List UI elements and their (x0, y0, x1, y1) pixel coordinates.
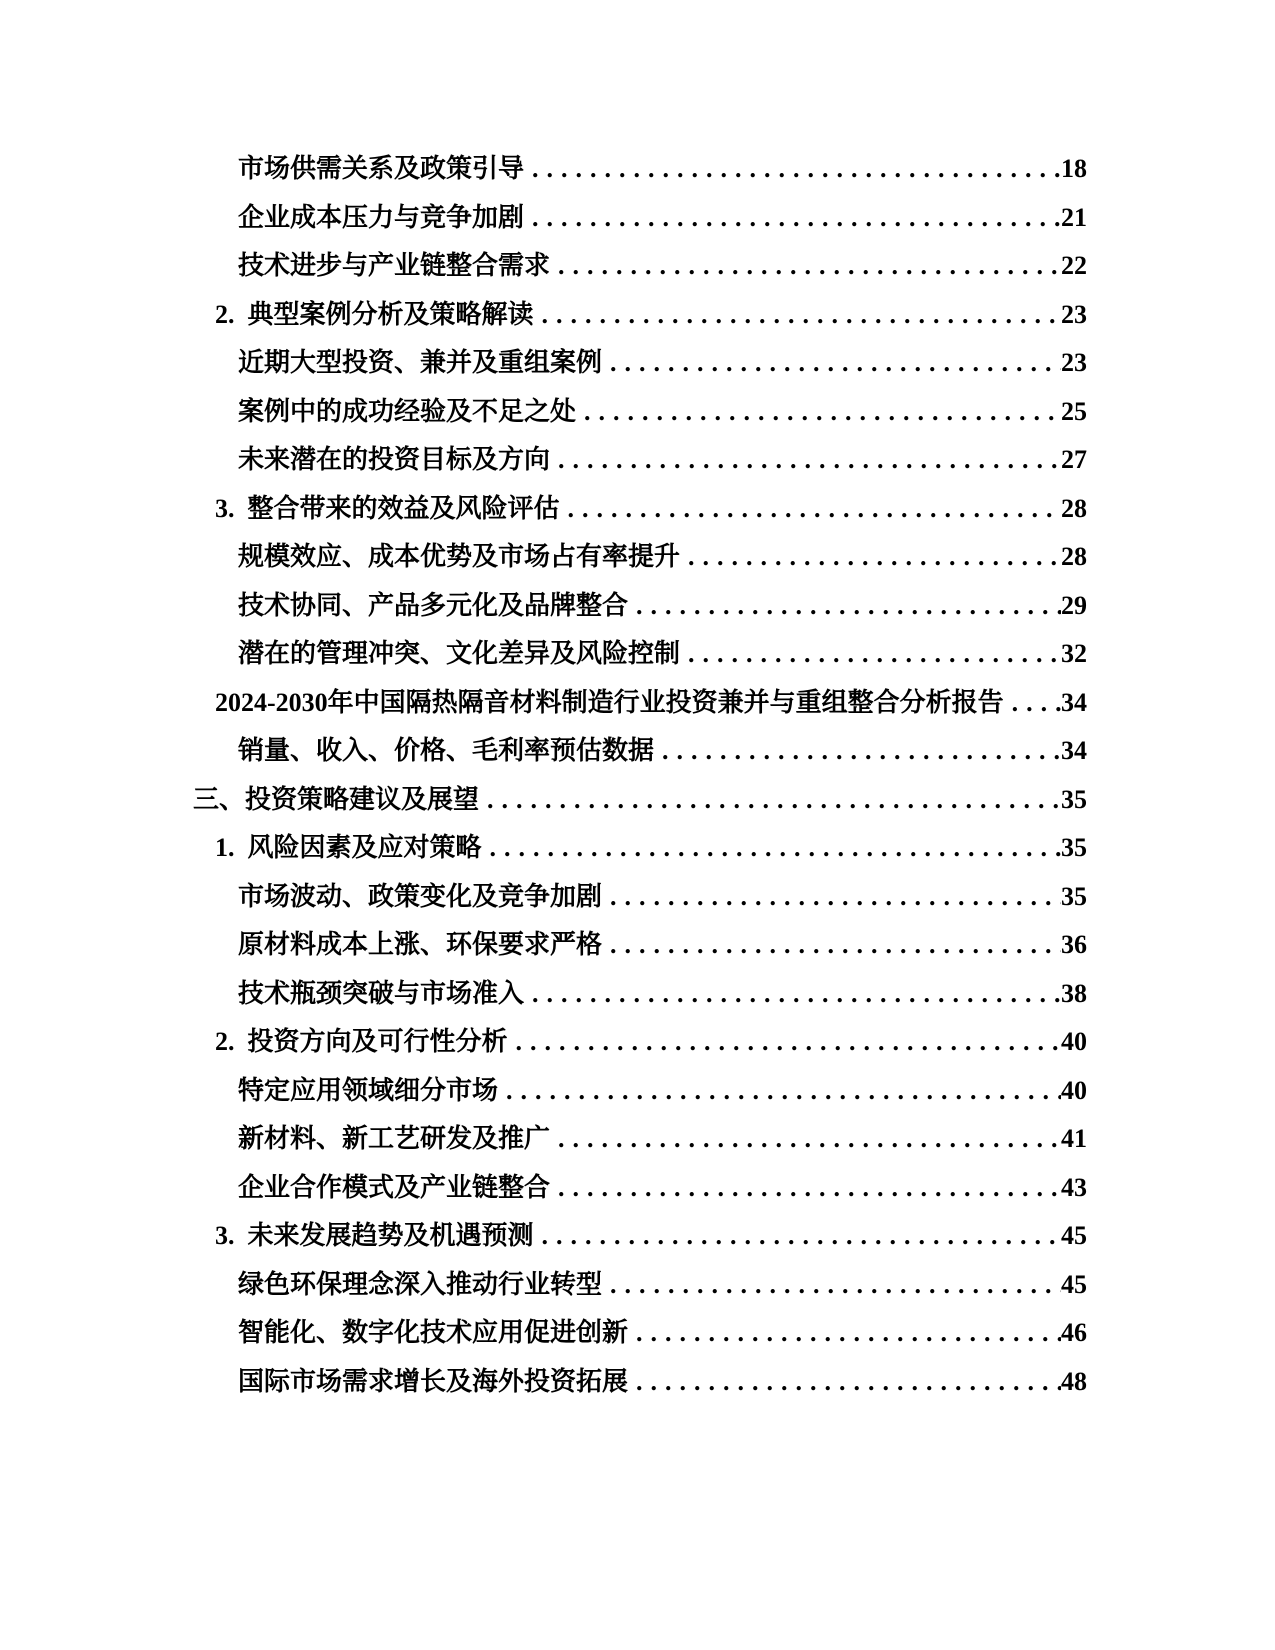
toc-entry[interactable] (193, 727, 1087, 776)
dot-leader (602, 1261, 1061, 1310)
toc-entry-title[interactable]: 案例中的成功经验及不足之处 (238, 396, 577, 426)
toc-entry-title[interactable]: 未来潜在的投资目标及方向 (238, 445, 551, 474)
toc-entry-title[interactable]: 3. 未来发展趋势及机遇预测 (215, 1221, 534, 1250)
toc-entry[interactable] (193, 1067, 1087, 1116)
dot-leader (602, 339, 1061, 388)
toc-entry[interactable] (193, 194, 1087, 243)
toc-entry-title[interactable]: 3. 整合带来的效益及风险评估 (215, 493, 560, 523)
dot-leader (479, 776, 1061, 825)
toc-entry[interactable] (193, 339, 1087, 388)
toc-entry-page: 38 (1061, 978, 1087, 1008)
toc-entry[interactable] (193, 921, 1087, 970)
dot-leader (498, 1067, 1061, 1116)
toc-entry-title[interactable]: 规模效应、成本优势及市场占有率提升 (238, 542, 681, 571)
dot-leader (534, 291, 1061, 340)
dot-leader (524, 194, 1061, 243)
dot-leader (1004, 679, 1061, 728)
toc-entry-title[interactable]: 市场供需关系及政策引导 (238, 154, 525, 183)
dot-leader (628, 1358, 1061, 1407)
toc-entry-page: 46 (1061, 1318, 1087, 1347)
toc-entry-title[interactable]: 企业成本压力与竞争加剧 (238, 202, 525, 232)
dot-leader (550, 1115, 1061, 1164)
dot-leader (524, 970, 1061, 1019)
toc-entry[interactable] (193, 242, 1087, 291)
toc-entry[interactable] (193, 145, 1087, 194)
dot-leader (602, 921, 1061, 970)
toc-entry-title[interactable]: 2. 典型案例分析及策略解读 (215, 299, 534, 329)
dot-leader (524, 145, 1061, 194)
toc-entry[interactable] (193, 1115, 1087, 1164)
toc-entry-page: 32 (1061, 639, 1087, 668)
toc-entry-page: 18 (1061, 154, 1087, 183)
toc-entry-page: 25 (1061, 396, 1087, 426)
toc-entry-title[interactable]: 智能化、数字化技术应用促进创新 (238, 1318, 629, 1347)
dot-leader (680, 533, 1061, 582)
toc-entry-page: 23 (1061, 299, 1087, 329)
toc-entry-page: 36 (1061, 930, 1087, 959)
toc-entry-title[interactable]: 潜在的管理冲突、文化差异及风险控制 (238, 639, 681, 668)
toc-entry-page: 41 (1061, 1124, 1087, 1153)
toc-entry-page: 35 (1061, 881, 1087, 911)
toc-entry[interactable] (193, 485, 1087, 534)
toc-entry[interactable] (193, 824, 1087, 873)
toc-entry[interactable] (193, 1309, 1087, 1358)
toc-entry-page: 45 (1061, 1269, 1087, 1299)
toc-entry-page: 23 (1061, 348, 1087, 377)
toc-entry-title[interactable]: 1. 风险因素及应对策略 (215, 833, 482, 862)
toc-entry-page: 35 (1061, 833, 1087, 862)
toc-entry-title[interactable]: 原材料成本上涨、环保要求严格 (238, 930, 603, 959)
toc-entry-title[interactable]: 销量、收入、价格、毛利率预估数据 (238, 736, 655, 765)
toc-entry-title[interactable]: 2024-2030年中国隔热隔音材料制造行业投资兼并与重组整合分析报告 (215, 687, 1004, 717)
toc-entry-page: 43 (1061, 1172, 1087, 1202)
toc-entry[interactable] (193, 970, 1087, 1019)
table-of-contents (193, 145, 1087, 1406)
toc-entry-title[interactable]: 三、投资策略建议及展望 (193, 784, 480, 814)
dot-leader (560, 485, 1061, 534)
toc-entry-page: 40 (1061, 1027, 1087, 1056)
toc-entry-page: 21 (1061, 202, 1087, 232)
toc-entry[interactable] (193, 533, 1087, 582)
dot-leader (508, 1018, 1061, 1067)
toc-entry-page: 35 (1061, 784, 1087, 814)
toc-entry-title[interactable]: 新材料、新工艺研发及推广 (238, 1124, 551, 1153)
toc-entry-title[interactable]: 绿色环保理念深入推动行业转型 (238, 1269, 603, 1299)
toc-entry[interactable] (193, 630, 1087, 679)
toc-entry[interactable] (193, 1164, 1087, 1213)
toc-entry[interactable] (193, 388, 1087, 437)
dot-leader (550, 436, 1061, 485)
toc-entry[interactable] (193, 776, 1087, 825)
toc-entry-page: 28 (1061, 493, 1087, 523)
toc-entry-page: 45 (1061, 1221, 1087, 1250)
toc-entry-title[interactable]: 2. 投资方向及可行性分析 (215, 1027, 508, 1056)
toc-entry[interactable] (193, 1212, 1087, 1261)
toc-entry-title[interactable]: 特定应用领域细分市场 (238, 1075, 499, 1105)
dot-leader (654, 727, 1061, 776)
toc-entry-page: 48 (1061, 1366, 1087, 1396)
toc-entry[interactable] (193, 1018, 1087, 1067)
toc-entry[interactable] (193, 291, 1087, 340)
toc-entry[interactable] (193, 1358, 1087, 1407)
toc-entry-title[interactable]: 技术协同、产品多元化及品牌整合 (238, 590, 629, 620)
dot-leader (550, 1164, 1061, 1213)
toc-entry-page: 28 (1061, 542, 1087, 571)
dot-leader (602, 873, 1061, 922)
toc-entry-title[interactable]: 近期大型投资、兼并及重组案例 (238, 348, 603, 377)
toc-entry[interactable] (193, 1261, 1087, 1310)
dot-leader (628, 1309, 1061, 1358)
toc-entry-page: 40 (1061, 1075, 1087, 1105)
dot-leader (482, 824, 1061, 873)
toc-entry-page: 29 (1061, 590, 1087, 620)
dot-leader (680, 630, 1061, 679)
toc-entry-title[interactable]: 技术瓶颈突破与市场准入 (238, 978, 525, 1008)
toc-entry-title[interactable]: 国际市场需求增长及海外投资拓展 (238, 1366, 629, 1396)
dot-leader (534, 1212, 1061, 1261)
toc-entry-title[interactable]: 市场波动、政策变化及竞争加剧 (238, 881, 603, 911)
toc-entry-page: 34 (1061, 736, 1087, 765)
toc-entry[interactable] (193, 582, 1087, 631)
toc-entry-page: 22 (1061, 251, 1087, 280)
toc-entry[interactable] (193, 436, 1087, 485)
dot-leader (576, 388, 1061, 437)
dot-leader (628, 582, 1061, 631)
toc-entry[interactable] (193, 679, 1087, 728)
toc-entry-title[interactable]: 企业合作模式及产业链整合 (238, 1172, 551, 1202)
toc-entry[interactable] (193, 873, 1087, 922)
dot-leader (550, 242, 1061, 291)
toc-entry-page: 27 (1061, 445, 1087, 474)
toc-entry-page: 34 (1061, 687, 1087, 717)
toc-entry-title[interactable]: 技术进步与产业链整合需求 (238, 251, 551, 280)
